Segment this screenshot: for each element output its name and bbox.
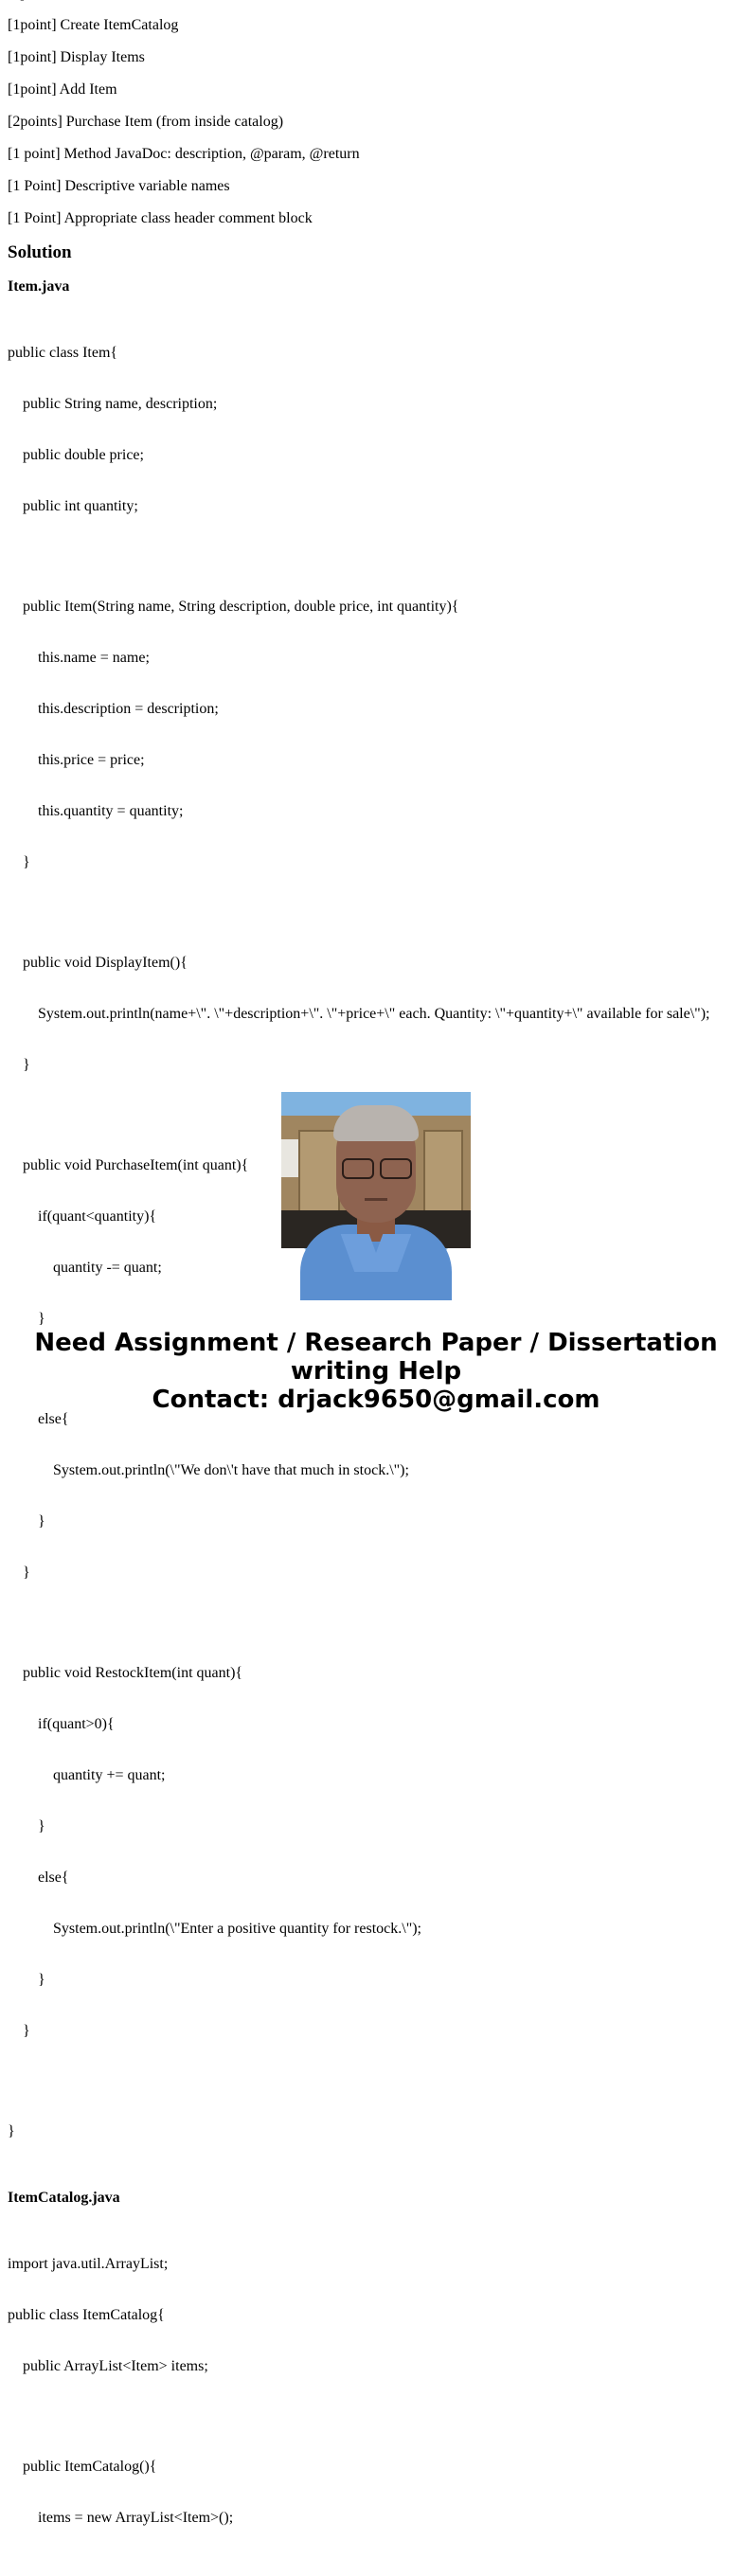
avatar-hair bbox=[333, 1105, 419, 1141]
code-line: public void RestockItem(int quant){ bbox=[8, 1665, 243, 1681]
code-line: } bbox=[8, 1513, 45, 1530]
code-line: if(quant<quantity){ bbox=[8, 1208, 157, 1225]
avatar-glasses-right bbox=[380, 1158, 412, 1179]
code-line: quantity -= quant; bbox=[8, 1260, 162, 1276]
code-line: } bbox=[8, 1565, 30, 1581]
code-line: public void DisplayItem(){ bbox=[8, 955, 188, 971]
code-block-itemcatalog-java bbox=[8, 2222, 746, 2561]
code-line: } bbox=[8, 854, 30, 870]
code-line: } bbox=[8, 1972, 45, 1988]
code-line: System.out.println(\"We don\'t have that much in stock.\"); bbox=[8, 1462, 409, 1478]
rubric-item: [1point] Create ItemCatalog bbox=[8, 17, 179, 33]
code-line: this.quantity = quantity; bbox=[8, 803, 184, 819]
code-line: System.out.println(name+\". \"+description+\". \"+price+\" each. Quantity: \"+quantity+\" available for sale\"); bbox=[8, 1006, 710, 1022]
rubric-item: [1 Point] Appropriate class header comment block bbox=[8, 210, 313, 226]
code-line: public String name, description; bbox=[8, 396, 218, 412]
rubric-item-cut-off bbox=[8, 0, 746, 2]
code-blank-line bbox=[8, 1616, 746, 1631]
solution-heading: Solution bbox=[8, 242, 72, 262]
code-line: public ItemCatalog(){ bbox=[8, 2459, 157, 2475]
file-title-itemcatalog-java: ItemCatalog.java bbox=[8, 2190, 120, 2206]
code-line: } bbox=[8, 1057, 30, 1073]
code-line: public ArrayList<Item> items; bbox=[8, 2358, 208, 2374]
code-blank-line bbox=[8, 905, 746, 921]
code-line: System.out.println(\"Enter a positive quantity for restock.\"); bbox=[8, 1921, 421, 1937]
code-line: } bbox=[8, 1311, 45, 1327]
code-blank-line bbox=[8, 549, 746, 564]
code-line: public void PurchaseItem(int quant){ bbox=[8, 1157, 249, 1173]
code-line: import java.util.ArrayList; bbox=[8, 2256, 169, 2272]
rubric-item: [1point] Add Item bbox=[8, 81, 117, 98]
code-line: } bbox=[8, 1818, 45, 1834]
code-line: this.price = price; bbox=[8, 752, 145, 768]
code-line: items = new ArrayList<Item>(); bbox=[8, 2510, 234, 2526]
promo-line-1: Need Assignment / Research Paper / Dissertation bbox=[34, 1329, 718, 1357]
code-line: this.description = description; bbox=[8, 701, 219, 717]
code-line: if(quant>0){ bbox=[8, 1716, 115, 1732]
code-line: } bbox=[8, 2023, 30, 2039]
code-line: public class ItemCatalog{ bbox=[8, 2307, 165, 2323]
author-avatar bbox=[281, 1092, 471, 1281]
code-blank-line bbox=[8, 2409, 746, 2424]
code-line: } bbox=[8, 2123, 15, 2139]
file-title-item-java: Item.java bbox=[8, 278, 70, 295]
code-line: public double price; bbox=[8, 447, 144, 463]
rubric-item: [2points] Purchase Item (from inside catalog) bbox=[8, 114, 284, 130]
rubric-item: [1point] Display Items bbox=[8, 49, 145, 65]
avatar-mouth bbox=[365, 1198, 387, 1201]
code-line: public class Item{ bbox=[8, 345, 118, 361]
promo-banner bbox=[0, 1329, 752, 1414]
avatar-glasses-left bbox=[342, 1158, 374, 1179]
rubric-item: [1 Point] Descriptive variable names bbox=[8, 178, 230, 194]
rubric-item: [1 point] Method JavaDoc: description, @param, @return bbox=[8, 146, 360, 162]
code-line: else{ bbox=[8, 1411, 69, 1427]
code-line: else{ bbox=[8, 1869, 69, 1886]
promo-contact[interactable]: Contact: drjack9650@gmail.com bbox=[152, 1386, 600, 1414]
code-line: quantity += quant; bbox=[8, 1767, 166, 1783]
code-line: this.name = name; bbox=[8, 650, 150, 666]
code-blank-line bbox=[8, 2074, 746, 2089]
promo-line-2: writing Help bbox=[290, 1357, 462, 1386]
code-line: public Item(String name, String description, double price, int quantity){ bbox=[8, 599, 459, 615]
code-line: public int quantity; bbox=[8, 498, 138, 514]
